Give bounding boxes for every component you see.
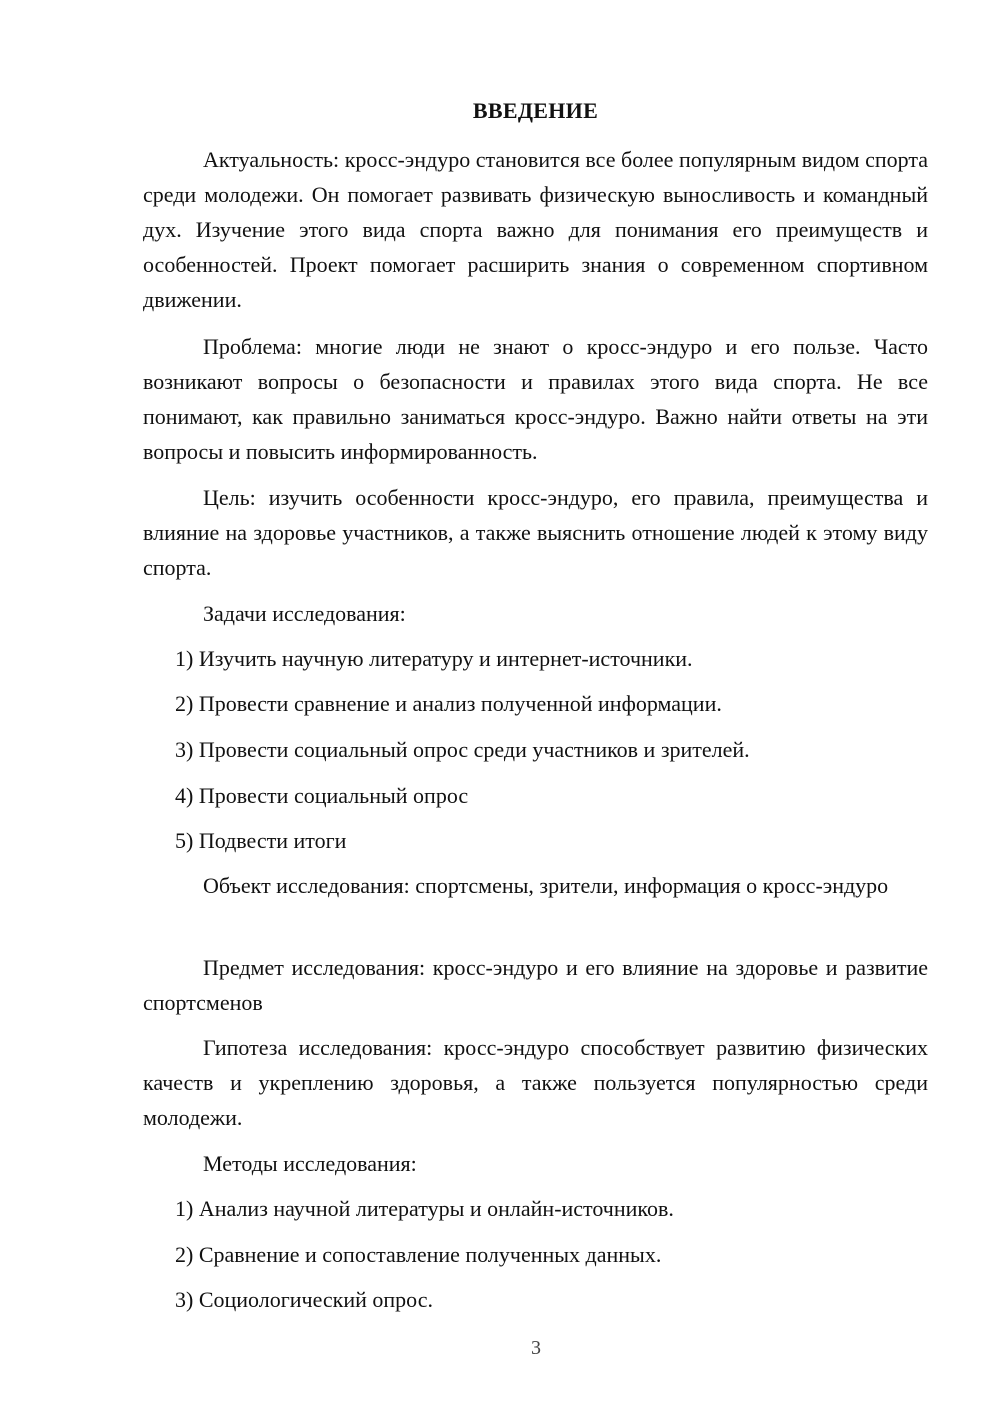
page-number: 3 — [531, 1337, 541, 1359]
object-paragraph: Объект исследования: спортсмены, зрители, информация о кросс-эндуро — [203, 873, 889, 898]
tasks-title: Задачи исследования: — [203, 601, 406, 626]
problem-paragraph: Проблема: многие люди не знают о кросс-эндуро и его пользе. Часто возникают вопросы о безопасности и правилах этого вида спорта. Не все понимают, как правильно заниматься кросс-эндуро. Важно найти ответы на эти вопросы и повысить информированность. — [143, 334, 928, 464]
task-item: 3) Провести социальный опрос среди участников и зрителей. — [175, 737, 750, 762]
subject-paragraph: Предмет исследования: кросс-эндуро и его влияние на здоровье и развитие спортсменов — [143, 955, 928, 1015]
page-title: ВВЕДЕНИЕ — [472, 98, 599, 123]
method-item: 3) Социологический опрос. — [175, 1287, 433, 1312]
hypothesis-paragraph: Гипотеза исследования: кросс-эндуро способствует развитию физических качеств и укреплению здоровья, а также пользуется популярностью среди молодежи. — [143, 1035, 928, 1130]
method-item: 2) Сравнение и сопоставление полученных данных. — [175, 1242, 662, 1267]
task-item: 2) Провести сравнение и анализ полученной информации. — [175, 691, 722, 716]
goal-paragraph: Цель: изучить особенности кросс-эндуро, его правила, преимущества и влияние на здоровье участников, а также выяснить отношение людей к этому виду спорта. — [143, 485, 928, 580]
task-item: 4) Провести социальный опрос — [175, 783, 469, 808]
task-item: 5) Подвести итоги — [175, 828, 347, 853]
method-item: 1) Анализ научной литературы и онлайн-источников. — [175, 1196, 674, 1221]
methods-title: Методы исследования: — [203, 1151, 417, 1176]
relevance-paragraph: Актуальность: кросс-эндуро становится все более популярным видом спорта среди молодежи. Он помогает развивать физическую выносливость и командный дух. Изучение этого вида спорта важно для понимания его преимуществ и особенностей. Проект помогает расширить знания о современном спортивном движении. — [143, 147, 928, 312]
task-item: 1) Изучить научную литературу и интернет-источники. — [175, 646, 693, 671]
